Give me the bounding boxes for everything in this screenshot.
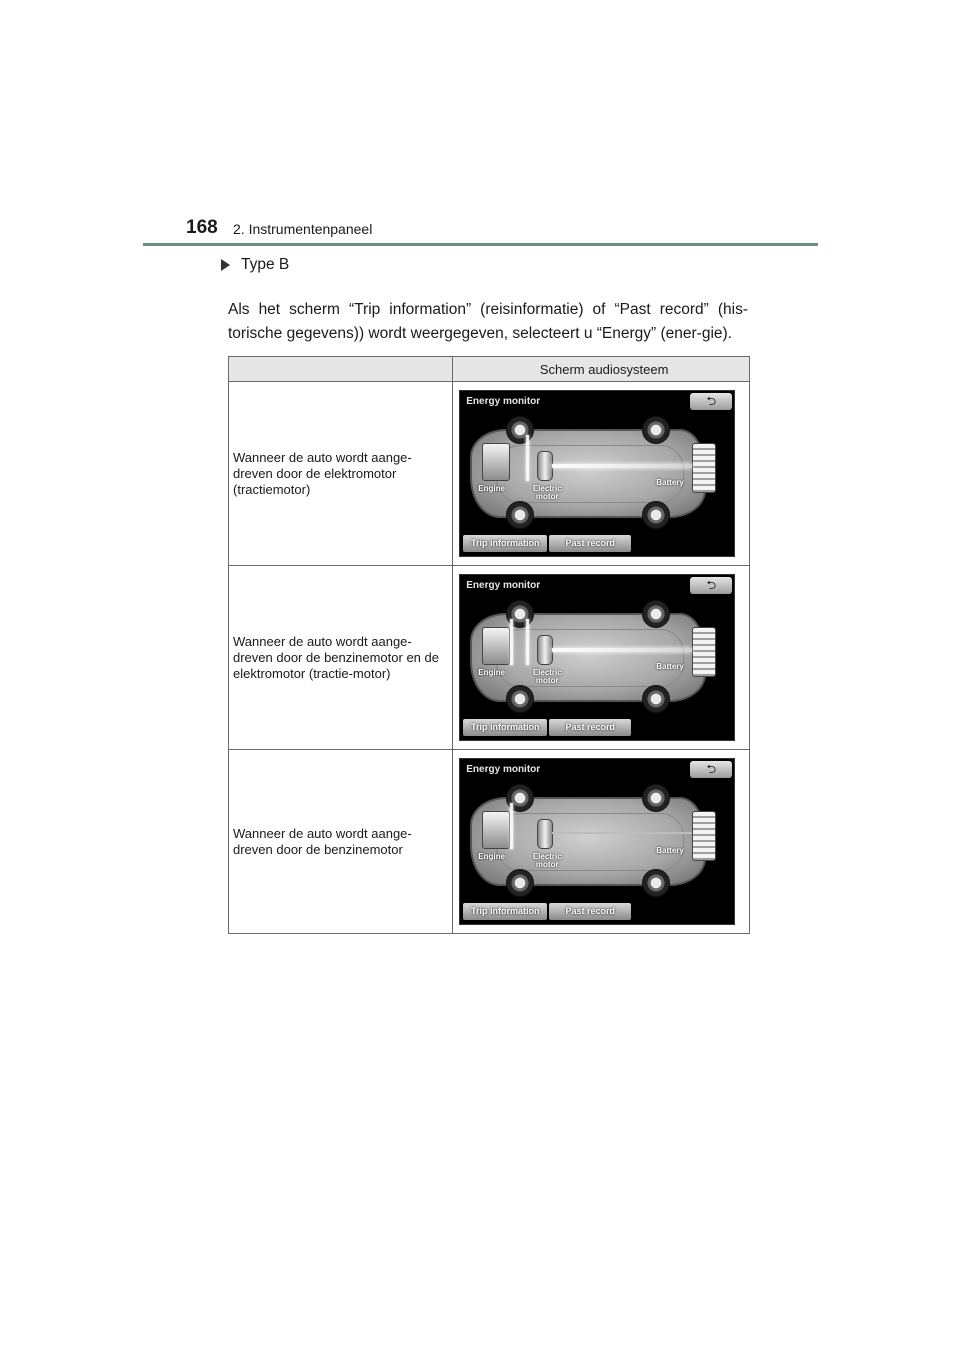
- header-divider: [143, 243, 818, 246]
- back-button[interactable]: [690, 761, 732, 778]
- back-arrow-icon: ⮌: [706, 394, 717, 408]
- battery-label: Battery: [656, 846, 684, 855]
- section-title: 2. Instrumentenpaneel: [233, 221, 373, 237]
- table-row: [229, 566, 750, 750]
- bullet-arrow-icon: [221, 259, 230, 271]
- wheel-icon: [506, 501, 534, 529]
- energy-flow-engine: [510, 619, 513, 665]
- back-button[interactable]: [690, 393, 732, 410]
- energy-monitor-screen: [459, 574, 735, 741]
- table-row: [229, 382, 750, 566]
- energy-flow-battery: [552, 464, 692, 468]
- engine-label: Engine: [478, 852, 505, 861]
- screen-cell: [453, 750, 750, 934]
- page-number: 168: [186, 217, 218, 238]
- wheel-icon: [642, 501, 670, 529]
- screen-title: Energy monitor: [466, 396, 541, 407]
- trip-information-button[interactable]: Trip information: [463, 535, 547, 552]
- electric-motor-icon: [537, 451, 553, 481]
- energy-monitor-screen: [459, 390, 735, 557]
- battery-label: Battery: [656, 478, 684, 487]
- motor-label: Electric motor: [532, 668, 562, 685]
- engine-icon: [482, 443, 510, 481]
- body-paragraph: Als het scherm “Trip information” (reisinformatie) of “Past record” (his-torische gegevens)) wordt weergegeven, selecteert u “Energy” (ener-gie).: [228, 300, 748, 342]
- battery-icon: [692, 443, 716, 493]
- back-arrow-icon: ⮌: [706, 578, 717, 592]
- energy-flow-motor: [526, 619, 529, 665]
- screen-cell: [453, 382, 750, 566]
- engine-label: Engine: [478, 668, 505, 677]
- trip-information-button[interactable]: Trip information: [463, 719, 547, 736]
- energy-flow-inactive: [552, 832, 692, 834]
- engine-label: Engine: [478, 484, 505, 493]
- energy-flow-battery: [552, 648, 692, 652]
- electric-motor-icon: [537, 635, 553, 665]
- energy-flow-engine: [510, 803, 513, 849]
- table-header-blank: [229, 357, 453, 382]
- motor-label: Electric motor: [532, 484, 562, 501]
- engine-icon: [482, 811, 510, 849]
- subheading-text: Type B: [241, 256, 290, 273]
- screen-cell: [453, 566, 750, 750]
- energy-flow-motor: [526, 435, 529, 481]
- past-record-button[interactable]: Past record: [549, 535, 631, 552]
- screen-title: Energy monitor: [466, 764, 541, 775]
- row-description: Wanneer de auto wordt aange-dreven door de benzinemotor en de elektromotor (tractie-motor): [229, 566, 453, 750]
- engine-icon: [482, 627, 510, 665]
- table-header-screen: Scherm audiosysteem: [453, 357, 750, 382]
- battery-icon: [692, 627, 716, 677]
- row-description: Wanneer de auto wordt aange-dreven door de benzinemotor: [229, 750, 453, 934]
- row-description: Wanneer de auto wordt aange-dreven door de elektromotor (tractiemotor): [229, 382, 453, 566]
- electric-motor-icon: [537, 819, 553, 849]
- wheel-icon: [506, 685, 534, 713]
- subheading: [221, 256, 289, 274]
- wheel-icon: [506, 869, 534, 897]
- past-record-button[interactable]: Past record: [549, 903, 631, 920]
- back-button[interactable]: [690, 577, 732, 594]
- table-row: [229, 750, 750, 934]
- trip-information-button[interactable]: Trip information: [463, 903, 547, 920]
- battery-icon: [692, 811, 716, 861]
- back-arrow-icon: ⮌: [706, 762, 717, 776]
- past-record-button[interactable]: Past record: [549, 719, 631, 736]
- energy-monitor-table: [228, 356, 750, 934]
- motor-label: Electric motor: [532, 852, 562, 869]
- screen-title: Energy monitor: [466, 580, 541, 591]
- wheel-icon: [642, 685, 670, 713]
- energy-monitor-screen: [459, 758, 735, 925]
- battery-label: Battery: [656, 662, 684, 671]
- wheel-icon: [642, 869, 670, 897]
